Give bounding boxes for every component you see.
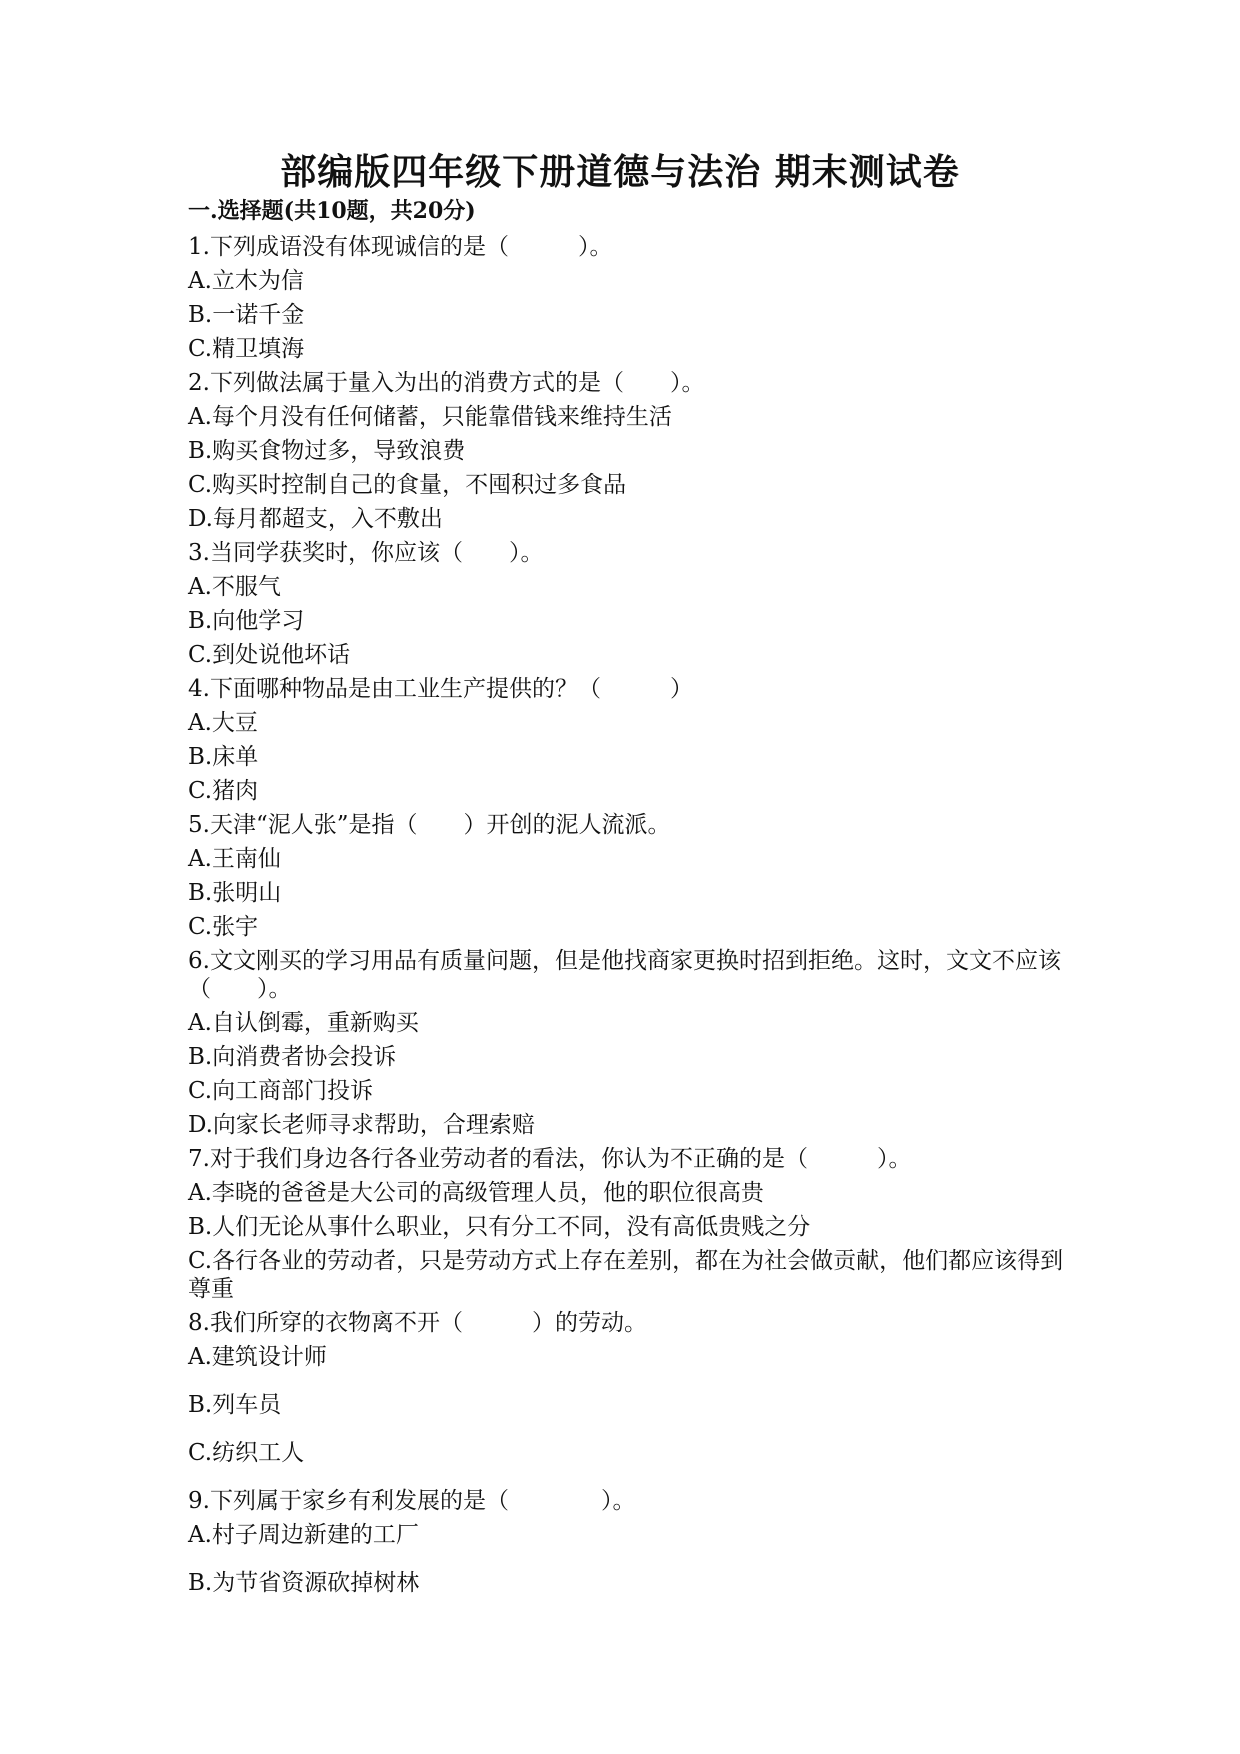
option-a: A.村子周边新建的工厂 — [188, 1522, 419, 1548]
option-b: B.一诺千金 — [188, 302, 305, 328]
option-a: A.李晓的爸爸是大公司的高级管理人员，他的职位很高贵 — [188, 1180, 764, 1206]
option-b: B.列车员 — [188, 1392, 282, 1418]
option-c: C.猪肉 — [188, 778, 259, 804]
option-c: C.纺织工人 — [188, 1440, 305, 1466]
question-stem: 5.天津“泥人张”是指（ ）开创的泥人流派。 — [188, 812, 671, 838]
option-a: A.每个月没有任何储蓄，只能靠借钱来维持生活 — [188, 404, 672, 430]
option-a: A.不服气 — [188, 574, 281, 600]
option-c: C.精卫填海 — [188, 336, 305, 362]
option-b: B.人们无论从事什么职业，只有分工不同，没有高低贵贱之分 — [188, 1214, 811, 1240]
option-a: A.立木为信 — [188, 268, 304, 294]
option-c: C.各行各业的劳动者，只是劳动方式上存在差别，都在为社会做贡献，他们都应该得到尊重 — [188, 1248, 1064, 1302]
page-title: 部编版四年级下册道德与法治 期末测试卷 — [280, 151, 960, 193]
question-stem: 6.文文刚买的学习用品有质量问题，但是他找商家更换时招到拒绝。这时，文文不应该（ ）。 — [188, 948, 1061, 1002]
section-heading: 一.选择题(共10题，共20分) — [188, 198, 476, 224]
option-b: B.床单 — [188, 744, 259, 770]
question-list — [188, 230, 1068, 1600]
option-b: B.向他学习 — [188, 608, 305, 634]
option-d: D.每月都超支，入不敷出 — [188, 506, 443, 532]
question-stem: 3.当同学获奖时，你应该（ ）。 — [188, 540, 544, 566]
option-b: B.购买食物过多，导致浪费 — [188, 438, 466, 464]
option-c: C.到处说他坏话 — [188, 642, 351, 668]
option-b: B.向消费者协会投诉 — [188, 1044, 397, 1070]
option-b: B.张明山 — [188, 880, 282, 906]
question-stem: 4.下面哪种物品是由工业生产提供的？（ ） — [188, 676, 693, 702]
option-b: B.为节省资源砍掉树林 — [188, 1570, 420, 1596]
option-a: A.建筑设计师 — [188, 1344, 327, 1370]
question-stem: 9.下列属于家乡有利发展的是（ ）。 — [188, 1488, 636, 1514]
option-c: C.购买时控制自己的食量，不囤积过多食品 — [188, 472, 627, 498]
option-a: A.自认倒霉，重新购买 — [188, 1010, 419, 1036]
option-c: C.张宇 — [188, 914, 259, 940]
option-a: A.大豆 — [188, 710, 258, 736]
question-stem: 7.对于我们身边各行各业劳动者的看法，你认为不正确的是（ ）。 — [188, 1146, 912, 1172]
option-c: C.向工商部门投诉 — [188, 1078, 374, 1104]
option-d: D.向家长老师寻求帮助，合理索赔 — [188, 1112, 535, 1138]
question-stem: 2.下列做法属于量入为出的消费方式的是（ ）。 — [188, 370, 705, 396]
option-a: A.王南仙 — [188, 846, 281, 872]
question-stem: 8.我们所穿的衣物离不开（ ）的劳动。 — [188, 1310, 647, 1336]
question-stem: 1.下列成语没有体现诚信的是（ ）。 — [188, 234, 613, 260]
